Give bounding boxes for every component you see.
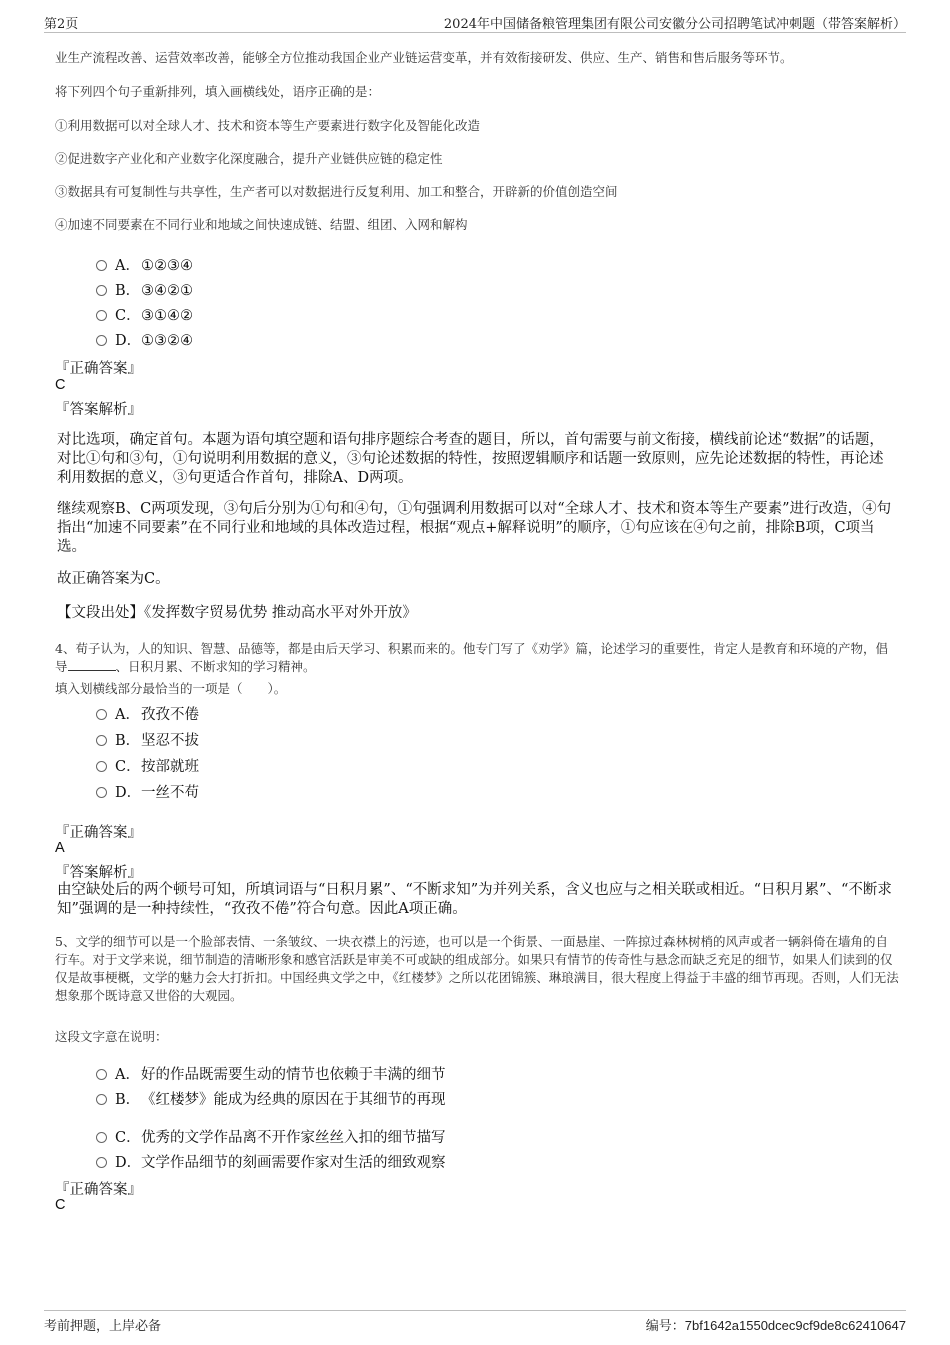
radio-icon[interactable] <box>96 1132 107 1143</box>
radio-icon[interactable] <box>96 260 107 271</box>
q3-option-d[interactable]: D．①③②④ <box>96 329 193 350</box>
blank-line <box>68 658 116 671</box>
radio-icon[interactable] <box>96 1157 107 1168</box>
q5-answer: C <box>55 1197 66 1213</box>
q3-option-c[interactable]: C．③①④② <box>96 304 193 325</box>
q3-continuation: 业生产流程改善、运营效率改善，能够全方位推动我国企业产业链运营变革，并有效衔接研发、供应、生产、销售和售后服务等环节。 <box>55 50 793 65</box>
q5-stem: 5、文学的细节可以是一个脸部表情、一条皱纹、一块衣襟上的污迹，也可以是一个街景、一面悬崖、一阵掠过森林树梢的风声或者一辆斜倚在墙角的自行车。对于文学来说，细节制造的清晰形象和感官活跃是审美不可或缺的组成部分。如果只有情节的传奇性与悬念而缺乏充足的细节，如果人们读到的仅仅是故事梗概，文学的魅力会大打折扣。中国经典文学之中，《红楼梦》之所以花团锦簇、琳琅满目，很大程度上得益于丰盛的细节再现。否则，人们无法想象那个既诗意又世俗的大观园。 <box>55 934 899 1003</box>
q3-instruction: 将下列四个句子重新排列，填入画横线处，语序正确的是： <box>55 84 381 99</box>
q4-analysis: 由空缺处后的两个顿号可知，所填词语与“日积月累”、“不断求知”为并列关系，含义也应与之相关联或相近。“日积月累”、“不断求知”强调的是一种持续性，“孜孜不倦”符合句意。因此A项正确。 <box>57 882 892 917</box>
q5-answer-label: 『正确答案』 <box>55 1182 142 1198</box>
q4-stem: 4、荀子认为，人的知识、智慧、品德等，都是由后天学习、积累而来的。他专门写了《劝学》篇，论述学习的重要性，肯定人是教育和环境的产物，倡导 、日积月累、不断求知的学习精神。 <box>55 641 888 674</box>
footer-slogan: 考前押题，上岸必备 <box>44 1319 162 1334</box>
page-header <box>44 10 906 33</box>
q4-analysis-label: 『答案解析』 <box>55 865 142 881</box>
q4-prompt: 填入划横线部分最恰当的一项是（ ）。 <box>55 681 287 696</box>
q3-sentence-3: ③数据具有可复制性与共享性，生产者可以对数据进行反复利用、加工和整合，开辟新的价值创造空间 <box>55 184 618 199</box>
document-title: 2024年中国储备粮管理集团有限公司安徽分公司招聘笔试冲刺题（带答案解析） <box>443 17 906 32</box>
q5-option-a[interactable]: A．好的作品既需要生动的情节也依赖于丰满的细节 <box>96 1063 446 1084</box>
q3-analysis-2: 继续观察B、C两项发现，③句后分别为①句和④句，①句强调利用数据可以对“全球人才、技术和资本等生产要素”进行改造，④句指出“加速不同要素”在不同行业和地域的具体改造过程，根据“观点+解释说明”的顺序，①句应该在④句之前，排除B项，C项当选。 <box>57 501 892 555</box>
radio-icon[interactable] <box>96 787 107 798</box>
q4-answer: A <box>55 840 65 856</box>
q3-sentence-2: ②促进数字产业化和产业数字化深度融合，提升产业链供应链的稳定性 <box>55 151 443 166</box>
q5-option-c[interactable]: C．优秀的文学作品离不开作家丝丝入扣的细节描写 <box>96 1126 446 1147</box>
q4-option-c[interactable]: C．按部就班 <box>96 755 199 776</box>
page-footer <box>44 1310 906 1339</box>
radio-icon[interactable] <box>96 761 107 772</box>
radio-icon[interactable] <box>96 285 107 296</box>
q3-option-a[interactable]: A．①②③④ <box>96 254 193 275</box>
radio-icon[interactable] <box>96 735 107 746</box>
q3-analysis-3: 故正确答案为C。 <box>57 571 170 587</box>
q4-option-b[interactable]: B．坚忍不拔 <box>96 729 199 750</box>
q3-sentence-1: ①利用数据可以对全球人才、技术和资本等生产要素进行数字化及智能化改造 <box>55 118 481 133</box>
q4-option-a[interactable]: A．孜孜不倦 <box>96 703 199 724</box>
q5-option-d[interactable]: D．文学作品细节的刻画需要作家对生活的细致观察 <box>96 1151 446 1172</box>
q4-answer-label: 『正确答案』 <box>55 825 142 841</box>
radio-icon[interactable] <box>96 709 107 720</box>
q5-option-b[interactable]: B．《红楼梦》能成为经典的原因在于其细节的再现 <box>96 1088 446 1109</box>
q3-source: 【文段出处】《发挥数字贸易优势 推动高水平对外开放》 <box>57 605 417 621</box>
q3-sentence-4: ④加速不同要素在不同行业和地域之间快速成链、结盟、组团、入网和解构 <box>55 217 468 232</box>
page-number: 第2页 <box>44 17 79 32</box>
q3-analysis-1: 对比选项，确定首句。本题为语句填空题和语句排序题综合考查的题目，所以，首句需要与前文衔接，横线前论述“数据”的话题，对比①句和③句，①句说明利用数据的意义，③句论述数据的特性，按照逻辑顺序和话题一致原则，应先论述数据的特性，再论述利用数据的意义，③句更适合作首句，排除A、D两项。 <box>57 432 884 486</box>
q3-option-b[interactable]: B．③④②① <box>96 279 193 300</box>
q5-prompt: 这段文字意在说明： <box>55 1029 168 1044</box>
radio-icon[interactable] <box>96 335 107 346</box>
q3-answer-label: 『正确答案』 <box>55 361 142 377</box>
document-code: 编号：7bf1642a1550dcec9cf9de8c62410647 <box>645 1318 906 1333</box>
q4-option-d[interactable]: D．一丝不苟 <box>96 781 199 802</box>
radio-icon[interactable] <box>96 1094 107 1105</box>
q3-answer: C <box>55 377 66 393</box>
radio-icon[interactable] <box>96 1069 107 1080</box>
q3-analysis-label: 『答案解析』 <box>55 402 142 418</box>
radio-icon[interactable] <box>96 310 107 321</box>
